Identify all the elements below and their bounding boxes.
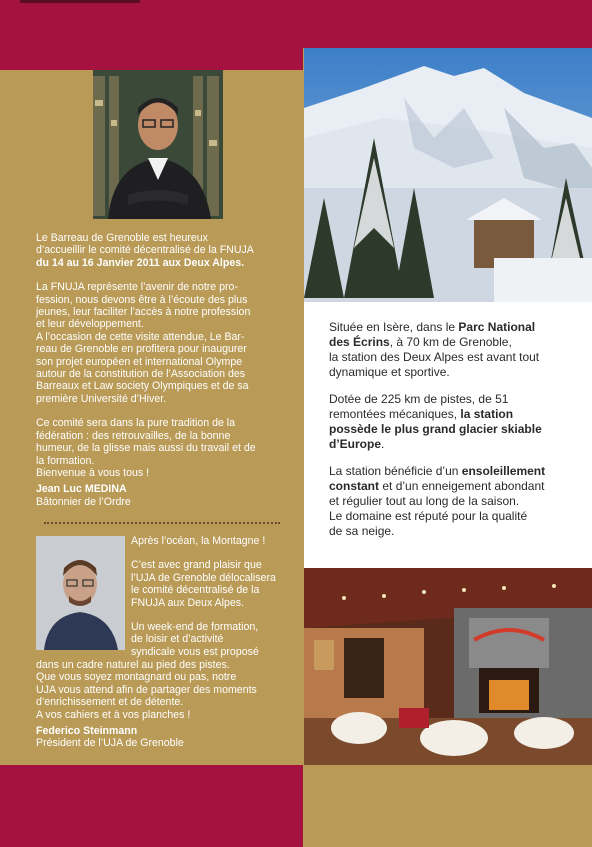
station-para-2: Dotée de 225 km de pistes, de 51 remontées mécaniques, la station possède le plus grand glacier skiable d’Europe. [329, 392, 542, 451]
text-line: et leur développement. [36, 318, 144, 331]
text-line: première Université d’Hiver. [36, 392, 167, 405]
text-line: l’UJA de Grenoble délocalisera [131, 571, 276, 584]
station-para-1: Située en Isère, dans le Parc National des Écrins, à 70 km de Grenoble, la station des Deux Alpes est avant tout dynamique et sportive. [329, 320, 540, 379]
fnuja-paragraph [36, 281, 286, 405]
text-line: de loisir et d’activité [131, 633, 224, 646]
bottom-band [0, 765, 303, 847]
intro-paragraph: Le Barreau de Grenoble est heureux d’accueillir le comité décentralisé de la FNUJA du 14 au 16 Janvier 2011 aux Deux Alpes. [36, 232, 254, 269]
text-line: son projet européen et international Olympe [36, 355, 243, 368]
second-heading: Après l’océan, la Montagne ! [131, 535, 266, 547]
text-line: Bienvenue à vous tous ! [36, 466, 150, 479]
section-divider [44, 522, 280, 524]
station-para-3: La station bénéficie d’un ensoleillement constant et d’un enneigement abondant et régulier tout au long de la saison. Le domaine est réputé pour la qualité de sa neige. [329, 464, 546, 538]
text-line: A l’occasion de cette visite attendue, Le Bar- [36, 330, 245, 343]
text-line: d’enrichissement et de détente. [36, 696, 184, 709]
text-line: la formation. [36, 454, 95, 467]
steinmann-letter-top [131, 535, 291, 658]
text-line: UJA vous attend afin de partager des moments [36, 683, 257, 696]
text-line: syndicale vous est proposé [131, 645, 259, 658]
uja-paragraph [131, 559, 291, 609]
text-line: dans un cadre naturel au pied des pistes. [36, 659, 230, 671]
comite-paragraph [36, 417, 286, 479]
top-dark-strip [20, 0, 140, 3]
top-left-band [0, 0, 303, 70]
lounge-interior-photo [304, 568, 592, 765]
medina-portrait-photo [93, 70, 223, 219]
station-info-text [329, 320, 589, 551]
medina-title: Bâtonnier de l’Ordre [36, 495, 131, 508]
text-line: Barreaux et Law society Olympiques et de sa [36, 380, 249, 393]
text-line: C’est avec grand plaisir que [131, 559, 262, 572]
text-line: fédération : des retrouvailles, de la bonne [36, 429, 231, 442]
weekend-paragraph-wide [36, 659, 291, 721]
text-line: autour de la constitution de l’Association des [36, 368, 246, 381]
steinmann-letter-bottom [36, 659, 291, 750]
mountain-snow-photo [304, 48, 592, 302]
text-line: reau de Grenoble en profitera pour inaugurer [36, 343, 247, 356]
text-line: FNUJA aux Deux Alpes. [131, 596, 245, 609]
text-line: Ce comité sera dans la pure tradition de la [36, 417, 236, 430]
medina-name: Jean Luc MEDINA [36, 483, 127, 496]
text-line: La FNUJA représente l’avenir de notre pro- [36, 281, 238, 294]
text-line: humeur, de la glisse mais aussi du travail et de [36, 442, 256, 455]
text-line: Que vous soyez montagnard ou pas, notre [36, 671, 237, 684]
text-line: le comité décentralisé de la [131, 584, 260, 597]
text-line: A vos cahiers et à vos planches ! [36, 708, 191, 721]
weekend-paragraph-narrow [131, 621, 291, 658]
steinmann-title: Président de l’UJA de Grenoble [36, 737, 184, 750]
top-right-band [303, 0, 592, 48]
text-line: jeunes, leur faciliter l’accès à notre profession [36, 306, 251, 319]
steinmann-portrait-photo [36, 536, 125, 650]
medina-letter [36, 232, 286, 508]
bottom-right-band [303, 765, 592, 847]
text-line: Un week-end de formation, [131, 621, 259, 634]
steinmann-name: Federico Steinmann [36, 725, 138, 738]
text-line: fession, nous devons être à l’écoute des plus [36, 293, 248, 306]
